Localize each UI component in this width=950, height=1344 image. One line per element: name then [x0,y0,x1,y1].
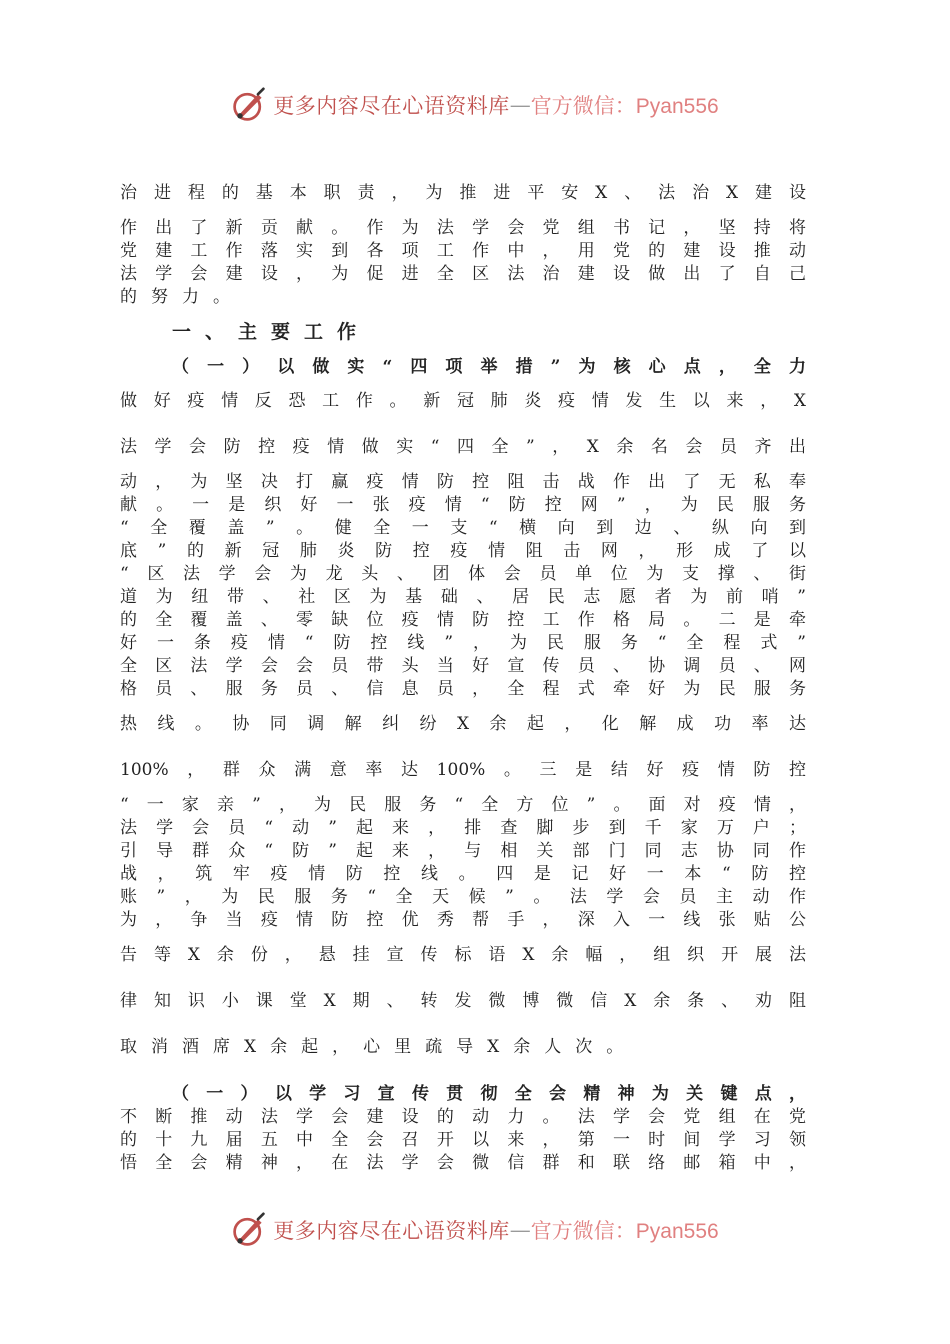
text-line: 的全覆盖、零缺位疫情防控工作格局。二是牵 [120,610,806,630]
banner-title: 更多内容尽在心语资料库 [273,1219,510,1243]
text-line: 的努力。 [120,287,244,307]
text-line: 道为纽带、社区为基础、居民志愿者为前哨” [120,587,806,607]
text-line: 律知识小课堂X期、转发微博微信X余条、劝阻 [120,991,806,1011]
text-line: 热线。协同调解纠纷X余起，化解成功率达 [120,714,806,734]
banner-wechat: 官方微信：Pyan556 [530,1220,719,1243]
text-line: “区法学会为龙头、团体会员单位为支撑、街 [120,564,806,584]
text-line: 战，筑牢疫情防控线。四是记好一本“防控 [120,864,806,884]
brush-logo-icon [231,87,267,123]
text-line: 作出了新贡献。作为法学会党组书记，坚持将 [120,218,806,238]
text-line: “全覆盖”。健全一支“横向到边、纵向到 [120,518,806,538]
subsection-heading: （一）以做实“四项举措”为核心点，全力 [172,357,806,377]
header-watermark-banner [0,80,950,130]
subsection-heading: （一）以学习宣传贯彻全会精神为关键点， [172,1084,806,1104]
text-line: 法学会员“动”起来，排查脚步到千家万户； [120,818,806,838]
banner-title: 更多内容尽在心语资料库 [273,94,510,118]
banner-separator: — [509,1218,531,1242]
text-line: 引导群众“防”起来，与相关部门同志协同作 [120,841,806,861]
text-line: 悟全会精神，在法学会微信群和联络邮箱中， [120,1153,806,1173]
banner-wechat: 官方微信：Pyan556 [530,95,719,118]
text-line: 好一条疫情“防控线”，为民服务“全程式” [120,633,806,653]
banner-separator: — [509,93,531,117]
text-line: 账”，为民服务“全天候”。法学会员主动作 [120,887,806,907]
text-line: 党建工作落实到各项工作中，用党的建设推动 [120,241,806,261]
footer-watermark-banner [0,1205,950,1255]
text-line: 格员、服务员、信息员，全程式牵好为民服务 [120,679,806,699]
text-line: 不断推动法学会建设的动力。法学会党组在党 [120,1107,806,1127]
text-line: 治进程的基本职责，为推进平安X、法治X建设 [120,183,806,203]
text-line: 的十九届五中全会召开以来，第一时间学习领 [120,1130,806,1150]
text-line: 法学会建设，为促进全区法治建设做出了自己 [120,264,806,284]
text-line: 取消酒席X余起，心里疏导X余人次。 [120,1037,638,1057]
text-line: 为，争当疫情防控优秀帮手，深入一线张贴公 [120,910,806,930]
brush-logo-icon [231,1212,267,1248]
section-heading: 一、主要工作 [172,321,371,343]
text-line: 100%，群众满意率达100%。三是结好疫情防控 [120,760,806,780]
text-line: 动，为坚决打赢疫情防控阻击战作出了无私奉 [120,472,806,492]
text-line: 底”的新冠肺炎防控疫情阻击网，形成了以 [120,541,806,561]
text-line: 做好疫情反恐工作。新冠肺炎疫情发生以来，X [120,391,806,411]
text-line: 法学会防控疫情做实“四全”，X余名会员齐出 [120,437,806,457]
text-line: 告等X余份，悬挂宣传标语X余幅，组织开展法 [120,945,806,965]
text-line: 献。一是织好一张疫情“防控网”，为民服务 [120,495,806,515]
text-line: 全区法学会会员带头当好宣传员、协调员、网 [120,656,806,676]
text-line: “一家亲”，为民服务“全方位”。面对疫情， [120,795,806,815]
